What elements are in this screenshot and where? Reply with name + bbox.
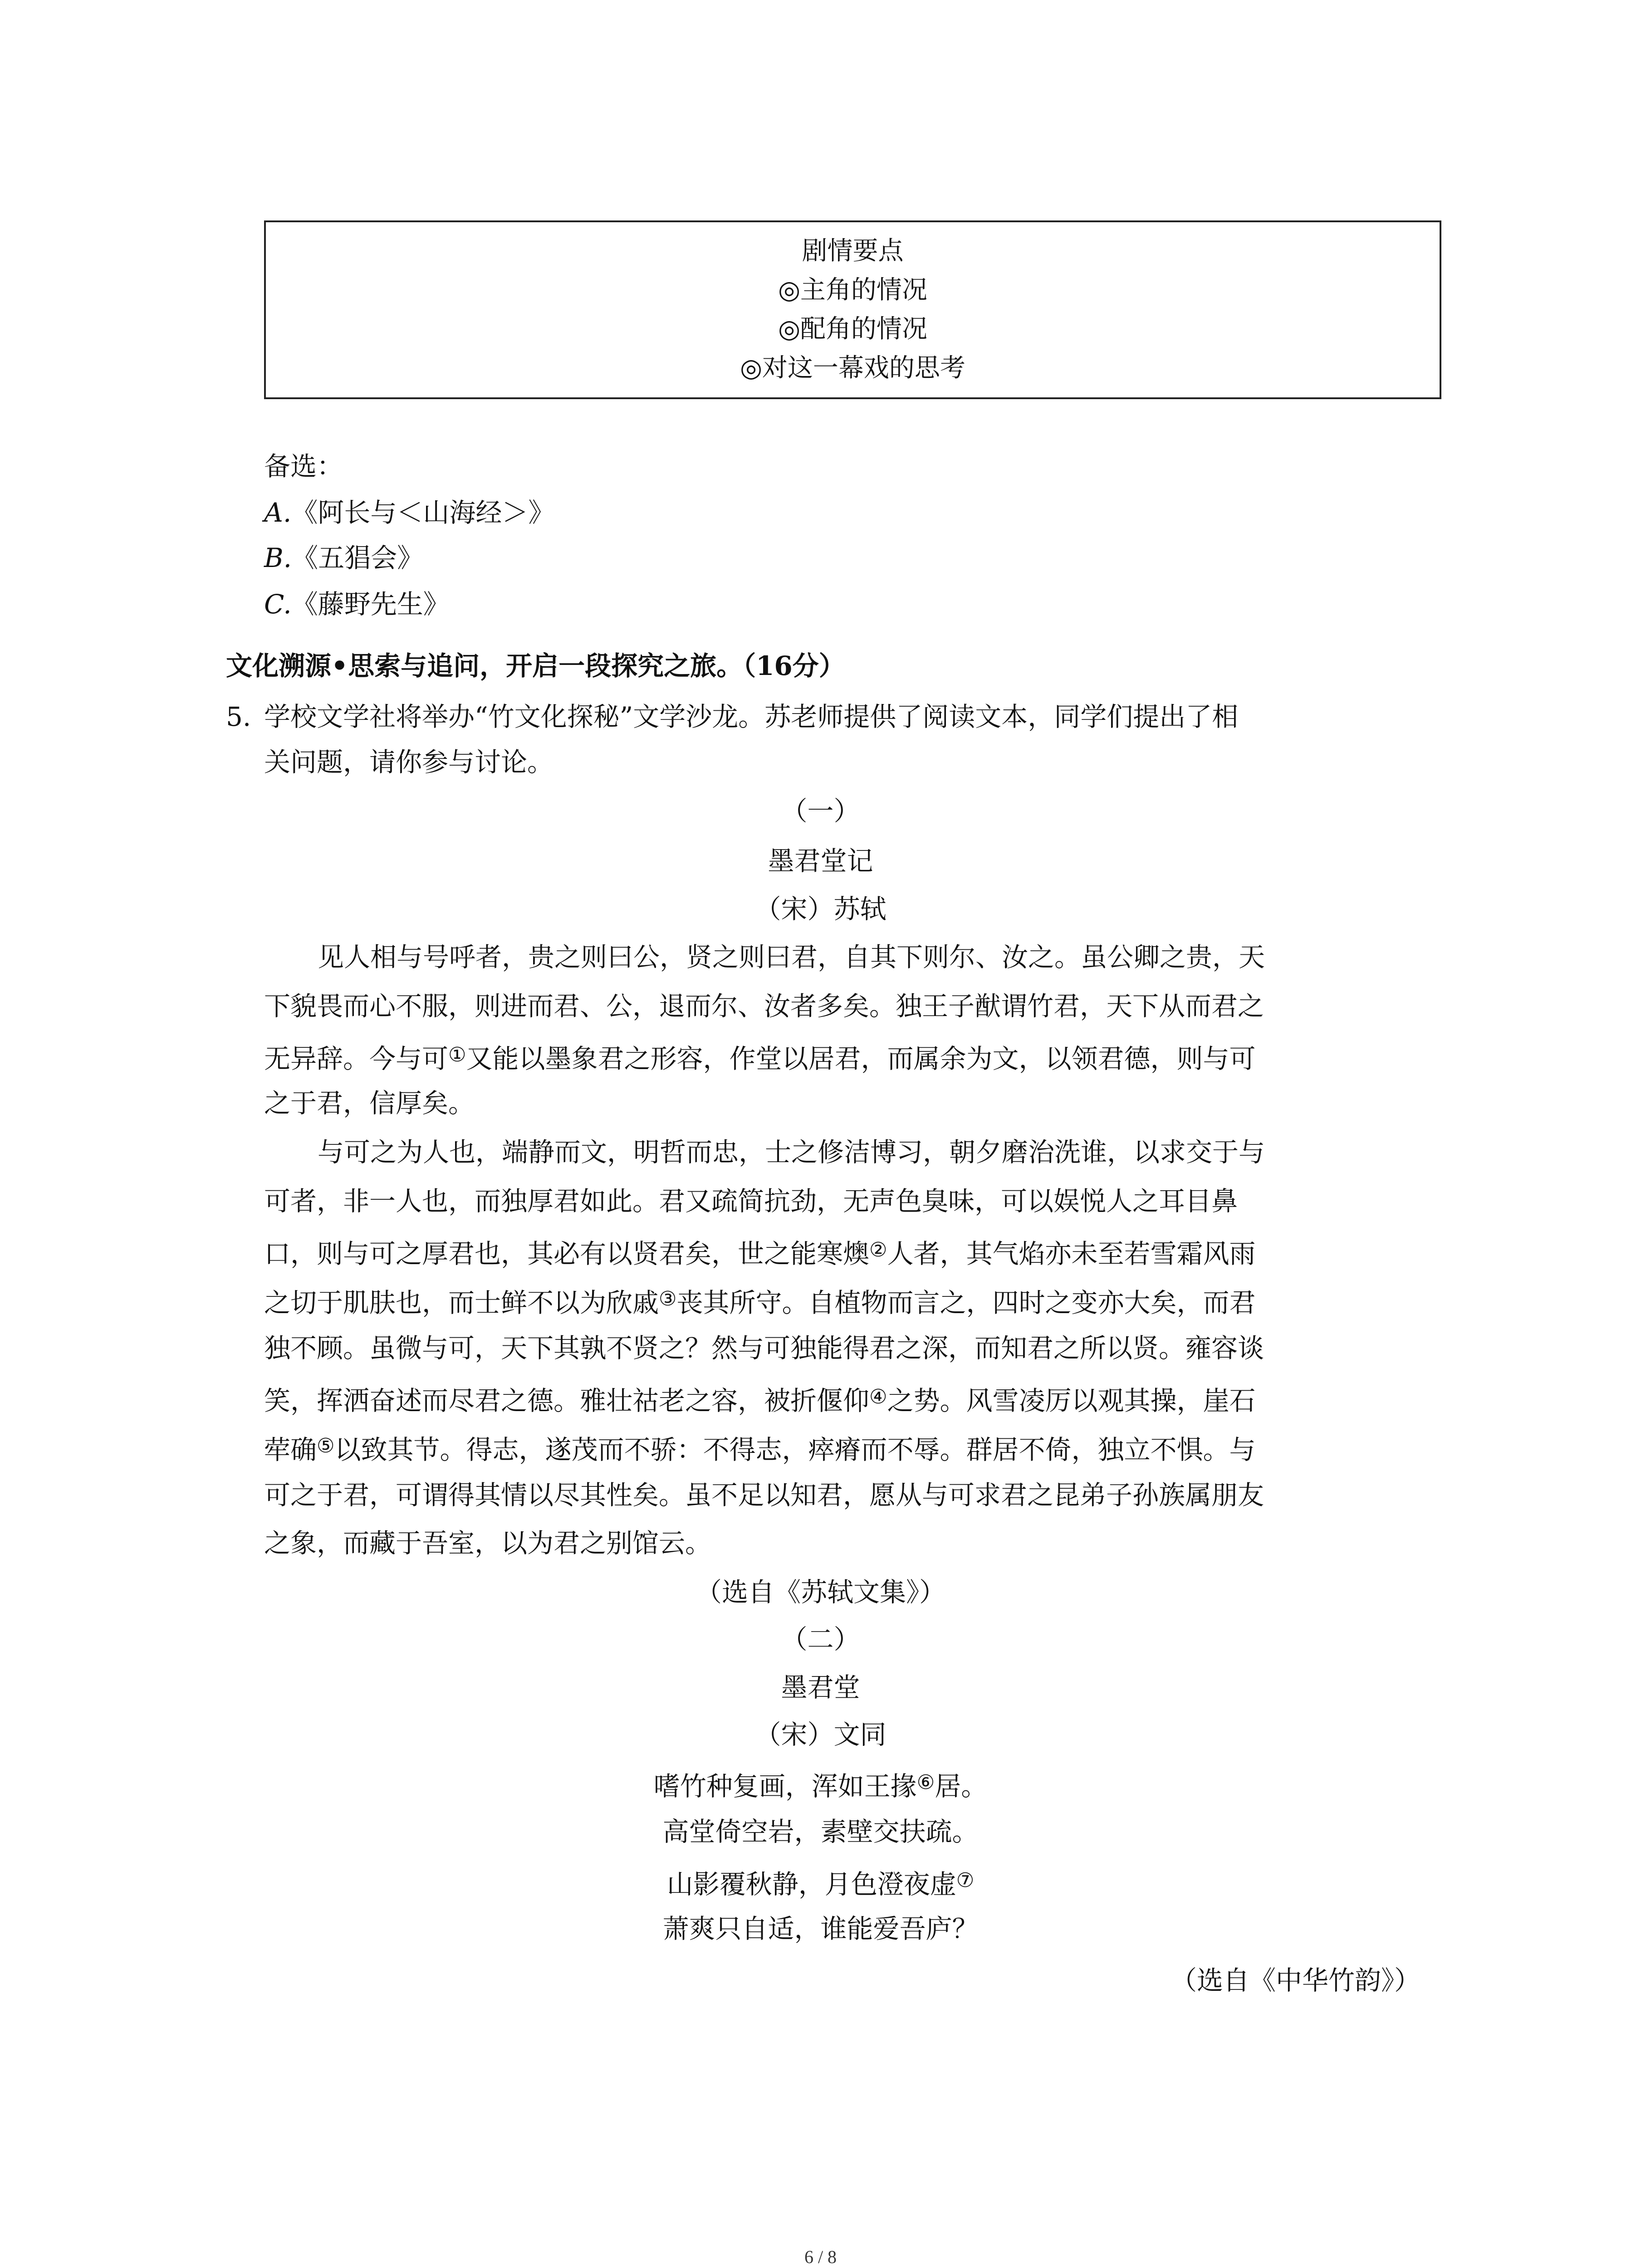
footnote-marker: ② [869, 1238, 887, 1261]
poem-line: 萧爽只自适，谁能爱吾庐？ [662, 1913, 979, 1944]
plot-point-item: ◎配角的情况 [778, 314, 927, 344]
text1-line: 无异辞。今与可①又能以墨象君之形容，作堂以居君，而属余为文，以领君德，则与可 [264, 1043, 1256, 1074]
plot-point-item: ◎主角的情况 [778, 275, 927, 305]
text1-line: 可者，非一人也，而独厚君如此。君又疏简抗劲，无声色臭味，可以娱悦人之耳目鼻 [264, 1186, 1238, 1217]
text2-section-label: （二） [781, 1624, 860, 1655]
text1-line: 独不顾。虽微与可，天下其孰不贤之？然与可独能得君之深，而知君之所以贤。雍容谈 [264, 1333, 1264, 1364]
question-text-line: 关问题，请你参与讨论。 [264, 747, 554, 777]
footnote-marker: ⑥ [916, 1771, 935, 1794]
footnote-marker: ③ [659, 1287, 677, 1310]
footnote-marker: ④ [869, 1385, 887, 1408]
text1-line: 口，则与可之厚君也，其必有以贤君矣，世之能寒燠②人者，其气焰亦未至若雪霜风雨 [264, 1238, 1256, 1269]
text1-line: 下貌畏而心不服，则进而君、公，退而尔、汝者多矣。独王子猷谓竹君，天下从而君之 [264, 991, 1264, 1022]
poem-line: 山影覆秋静，月色澄夜虚⑦ [666, 1869, 975, 1900]
text1-line: 见人相与号呼者，贵之则曰公，贤之则曰君，自其下则尔、汝之。虽公卿之贵，天 [318, 942, 1265, 973]
footnote-marker: ① [448, 1043, 466, 1066]
option-letter: A. [264, 497, 292, 528]
question-number: 5. [226, 701, 251, 732]
poem-line: 高堂倚空岩，素壁交扶疏。 [662, 1816, 979, 1847]
text1-line: 笑，挥洒奋述而尽君之德。雅壮祜老之容，被折偃仰④之势。风雪凌厉以观其操，崖石 [264, 1385, 1256, 1416]
text2-title: 墨君堂 [781, 1672, 860, 1703]
footnote-marker: ⑦ [956, 1869, 975, 1892]
text2-source: （选自《中华竹韵》） [1170, 1965, 1421, 1996]
text1-author: （宋）苏轼 [754, 894, 887, 924]
text2-author: （宋）文同 [754, 1719, 887, 1750]
option-b [264, 540, 423, 576]
text1-section-label: （一） [781, 796, 860, 826]
option-a [264, 494, 554, 531]
option-text: 《阿长与＜山海经＞》 [291, 497, 555, 528]
option-c [264, 586, 450, 622]
poem-line: 嗜竹种复画，浑如王掾⑥居。 [653, 1771, 988, 1802]
text1-line: 之于君，信厚矣。 [264, 1088, 475, 1119]
question-text-line: 学校文学社将举办“竹文化探秘”文学沙龙。苏老师提供了阅读文本，同学们提出了相 [264, 701, 1239, 732]
text1-line: 之象，而藏于吾室，以为君之别馆云。 [264, 1528, 712, 1559]
text1-line: 荦确⑤以致其节。得志，遂茂而不骄：不得志，瘁瘠而不辱。群居不倚，独立不惧。与 [264, 1434, 1256, 1465]
options-heading: 备选： [264, 451, 343, 482]
plot-points-title: 剧情要点 [802, 236, 904, 266]
text1-title: 墨君堂记 [768, 846, 873, 876]
option-letter: C. [264, 589, 292, 620]
option-text: 《五猖会》 [292, 543, 424, 573]
section-heading: 文化溯源•思索与追问，开启一段探究之旅。（16分） [226, 650, 845, 681]
plot-point-item: ◎对这一幕戏的思考 [740, 353, 965, 383]
option-text: 《藤野先生》 [291, 589, 450, 620]
page-number: 6 / 8 [804, 2247, 837, 2267]
text1-line: 之切于肌肤也，而士鲜不以为欣戚③丧其所守。自植物而言之，四时之变亦大矣，而君 [264, 1287, 1256, 1318]
text1-line: 可之于君，可谓得其情以尽其性矣。虽不足以知君，愿从与可求君之昆弟子孙族属朋友 [264, 1480, 1264, 1510]
text1-line: 与可之为人也，端静而文，明哲而忠，士之修洁博习，朝夕磨治洗谁，以求交于与 [318, 1137, 1265, 1168]
plot-points-box [264, 220, 1441, 399]
option-letter: B. [264, 543, 292, 573]
text1-source: （选自《苏轼文集》） [695, 1577, 945, 1608]
footnote-marker: ⑤ [317, 1434, 335, 1457]
